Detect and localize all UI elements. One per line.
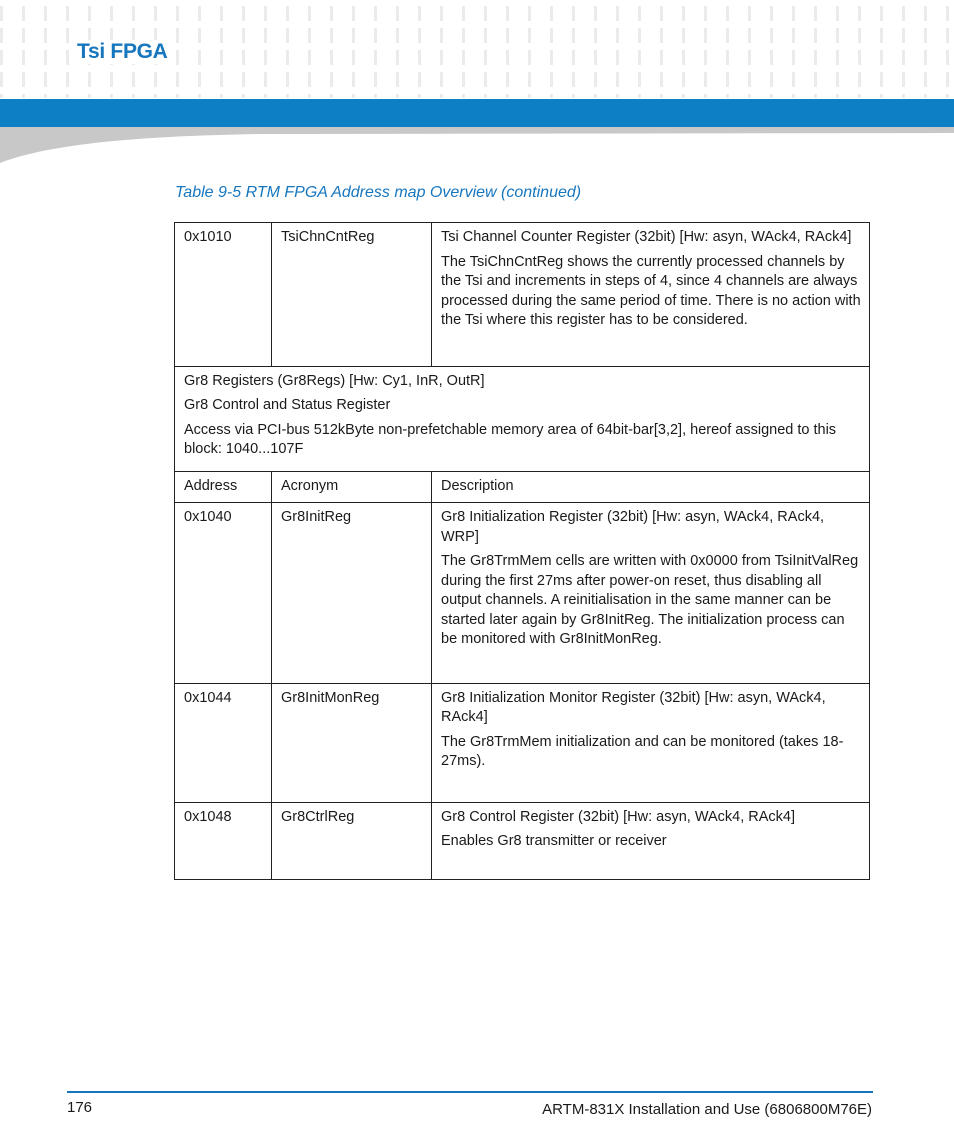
header-blue-band	[0, 99, 954, 127]
page-number: 176	[67, 1099, 93, 1116]
description-title: Gr8 Control Register (32bit) [Hw: asyn, WAck4, RAck4]	[441, 808, 796, 825]
section-access-note: Access via PCI-bus 512kByte non-prefetchable memory area of 64bit-bar[3,2], hereof assigned to this block: 1040...107F	[184, 421, 837, 457]
section-subheading: Gr8 Control and Status Register	[184, 397, 391, 413]
header-row	[175, 471, 870, 503]
address-cell: 0x1044	[175, 683, 272, 802]
header-gray-swoosh	[0, 127, 954, 163]
acronym-cell: Gr8CtrlReg	[272, 802, 432, 879]
description-text: The TsiChnCntReg shows the currently processed channels by the Tsi and increments in steps of 4, since 4 channels are always processed during the same period of time. There is no action with the Tsi where this register has to be considered.	[441, 253, 861, 328]
register-table	[174, 222, 870, 880]
table-caption: Table 9-5 RTM FPGA Address map Overview (continued)	[175, 184, 582, 201]
acronym-cell: Gr8InitMonReg	[272, 683, 432, 802]
address-cell: 0x1010	[175, 223, 272, 367]
footer-rule	[67, 1091, 873, 1093]
description-text: The Gr8TrmMem cells are written with 0x0000 from TsiInitValReg during the first 27ms after power-on reset, thus disabling all output channels. A reinitialisation in the same manner can be started later again by Gr8InitReg. The initialization process can be monitored with Gr8InitMonReg.	[441, 553, 859, 647]
section-cell	[175, 366, 870, 471]
description-text: Enables Gr8 transmitter or receiver	[441, 833, 667, 849]
description-cell	[432, 802, 870, 879]
description-title: Tsi Channel Counter Register (32bit) [Hw: asyn, WAck4, RAck4]	[441, 229, 852, 245]
table-row	[175, 223, 870, 367]
document-title: ARTM-831X Installation and Use (6806800M76E)	[542, 1101, 872, 1118]
table-row	[175, 802, 870, 879]
description-text: The Gr8TrmMem initialization and can be monitored (takes 18-27ms).	[441, 733, 844, 769]
acronym-cell: Gr8InitReg	[272, 503, 432, 684]
address-cell: 0x1040	[175, 503, 272, 684]
column-header-description: Description	[432, 471, 870, 503]
description-cell	[432, 683, 870, 802]
column-header-acronym: Acronym	[272, 471, 432, 503]
description-title: Gr8 Initialization Monitor Register (32bit) [Hw: asyn, WAck4, RAck4]	[441, 689, 826, 725]
description-title: Gr8 Initialization Register (32bit) [Hw: asyn, WAck4, RAck4, WRP]	[441, 509, 825, 545]
acronym-cell: TsiChnCntReg	[272, 223, 432, 367]
description-cell	[432, 223, 870, 367]
page-title: Tsi FPGA	[77, 40, 174, 64]
section-row	[175, 366, 870, 471]
description-cell	[432, 503, 870, 684]
table-row	[175, 683, 870, 802]
column-header-address: Address	[175, 471, 272, 503]
section-heading: Gr8 Registers (Gr8Regs) [Hw: Cy1, InR, OutR]	[184, 372, 485, 389]
address-cell: 0x1048	[175, 802, 272, 879]
table-row	[175, 503, 870, 684]
